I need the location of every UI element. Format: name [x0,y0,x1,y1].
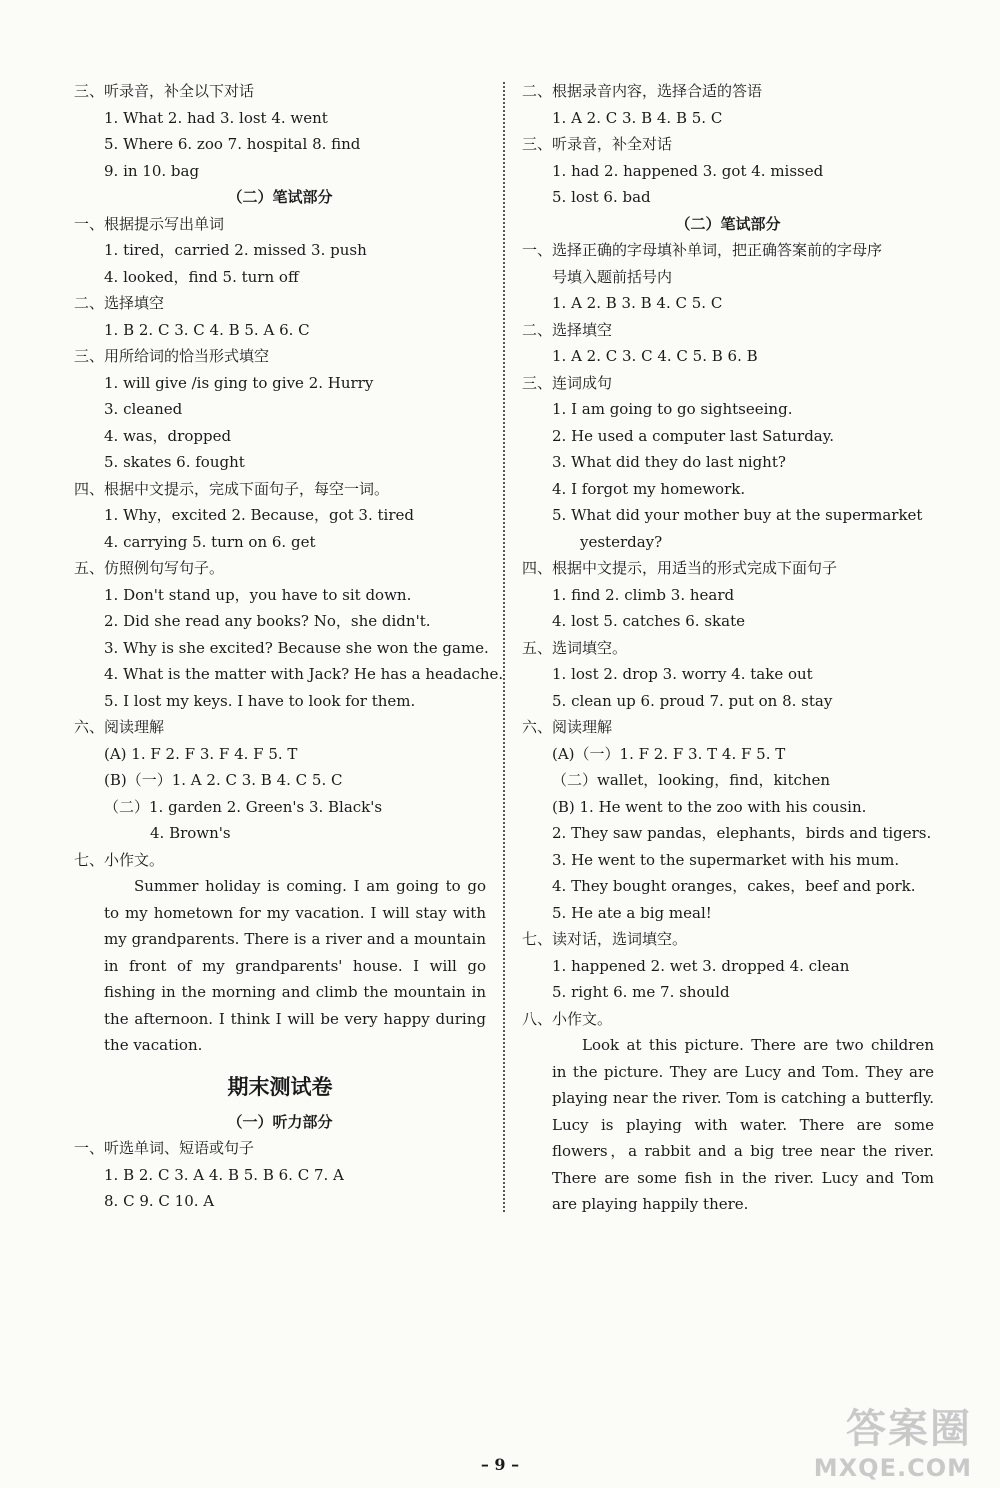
section-heading: 五、选词填空。 [522,638,628,657]
part-heading: （一）听力部分 [227,1112,333,1131]
answer-line: 1. B 2. C 3. C 4. B 5. A 6. C [104,320,310,339]
answer-line: （二）1. garden 2. Green's 3. Black's [104,797,383,816]
column-divider [503,82,505,1212]
answer-line: 5. I lost my keys. I have to look for them. [104,691,416,710]
answer-line: 3. Why is she excited? Because she won the game. [104,638,489,657]
answer-line: （二）wallet，looking，find，kitchen [552,771,831,789]
answer-line: yesterday? [580,532,663,551]
section-heading: 三、连词成句 [522,373,613,392]
left-essay: Summer holiday is coming. I am going to go to my hometown for my vacation. I will stay with my grandparents. There is a river and a mountain in front of my grandparents' house. I will go fishing in the morning and climb the mountain in the afternoon. I think I will be very happy during the vacation. [104,877,486,1054]
answer-line: 4. carrying 5. turn on 6. get [104,532,316,551]
watermark-url: MXQE.COM [813,1454,972,1482]
answer-line: 1. A 2. B 3. B 4. C 5. C [552,294,723,312]
answer-line: 4. lost 5. catches 6. skate [552,612,745,630]
section-heading: 一、选择正确的字母填补单词，把正确答案前的字母序 [522,241,883,259]
answer-line: (A) 1. F 2. F 3. F 4. F 5. T [104,744,298,763]
answer-line: 2. They saw pandas，elephants，birds and tigers. [552,824,932,842]
answer-line: 9. in 10. bag [104,161,200,180]
left-column [74,78,504,1215]
answer-line: 2. He used a computer last Saturday. [552,426,834,445]
answer-line: 1. Don't stand up，you have to sit down. [104,585,412,604]
answer-line: 5. clean up 6. proud 7. put on 8. stay [552,691,833,710]
answer-line: 1. happened 2. wet 3. dropped 4. clean [552,956,850,975]
answer-line: 1. B 2. C 3. A 4. B 5. B 6. C 7. A [104,1165,344,1184]
section-heading: 三、听录音，补全以下对话 [74,82,255,100]
section-heading: 六、阅读理解 [74,718,165,736]
section-heading: 六、阅读理解 [522,718,613,736]
answer-line: 8. C 9. C 10. A [104,1192,215,1210]
answer-line: 号填入题前括号内 [552,267,673,286]
part-heading: （二）笔试部分 [675,214,781,233]
watermark-text: 答案圈 [846,1406,972,1452]
answer-line: 4. was，dropped [104,426,232,445]
section-heading: 四、根据中文提示，用适当的形式完成下面句子 [522,559,838,577]
answer-line: 1. find 2. climb 3. heard [552,585,735,604]
answer-line: 1. tired，carried 2. missed 3. push [104,241,367,259]
answer-line: 1. had 2. happened 3. got 4. missed [552,161,824,180]
answer-line: 1. lost 2. drop 3. worry 4. take out [552,665,813,683]
answer-line: 5. lost 6. bad [552,188,651,206]
watermark-logo [814,1397,972,1482]
section-heading: 四、根据中文提示，完成下面句子，每空一词。 [74,479,390,498]
section-heading: 二、选择填空 [522,320,613,339]
answer-line: (B) 1. He went to the zoo with his cousin. [552,797,867,816]
answer-line: 4. They bought oranges，cakes，beef and pork. [552,877,916,895]
answer-line: 3. He went to the supermarket with his mum. [552,850,900,869]
answer-line: 1. A 2. C 3. C 4. C 5. B 6. B [552,347,758,365]
answer-line: 4. looked，find 5. turn off [104,267,299,286]
right-essay: Look at this picture. There are two children in the picture. They are Lucy and Tom. They are playing near the river. Tom is catching a butterfly. Lucy is playing with water. There are some flowers，a rabbit and a big tree near the river. There are some fish in the river. Lucy and Tom are playing happily there. [552,1036,934,1213]
answer-line: 1. What 2. had 3. lost 4. went [104,108,328,127]
answer-line: (A)（一）1. F 2. F 3. T 4. F 5. T [552,744,786,763]
section-heading: 二、选择填空 [74,294,165,312]
answer-line: 5. He ate a big meal! [552,903,712,922]
section-heading: 二、根据录音内容，选择合适的答语 [522,82,763,100]
section-heading: 一、根据提示写出单词 [74,214,225,233]
final-exam-lines [74,1109,486,1215]
final-exam-title: 期末测试卷 [227,1074,333,1099]
answer-line: (B)（一）1. A 2. C 3. B 4. C 5. C [104,771,343,789]
answer-line: 3. What did they do last night? [552,453,786,471]
answer-line: 5. Where 6. zoo 7. hospital 8. find [104,135,361,153]
section-heading: 七、读对话，选词填空。 [522,930,688,948]
answer-line: 5. right 6. me 7. should [552,983,730,1001]
answer-line: 4. What is the matter with Jack? He has a headache. [104,665,504,683]
part-heading: （二）笔试部分 [227,188,333,206]
answer-line: 2. Did she read any books? No，she didn't. [104,612,431,630]
answer-line: 5. What did your mother buy at the supermarket [552,506,923,524]
page-number: – 9 – [480,1455,520,1474]
answer-line: 4. Brown's [150,824,231,842]
left-answer-lines [74,78,504,873]
right-answer-lines [522,78,934,1032]
answer-line: 1. I am going to go sightseeing. [552,400,793,418]
section-heading: 三、听录音，补全对话 [522,135,673,153]
answer-line: 5. skates 6. fought [104,453,245,471]
answer-line: 1. will give /is ging to give 2. Hurry [104,373,374,392]
answer-line: 4. I forgot my homework. [552,479,746,498]
answer-line: 1. A 2. C 3. B 4. B 5. C [552,108,723,127]
answer-line: 1. Why，excited 2. Because，got 3. tired [104,506,414,524]
right-column [522,78,934,1218]
section-heading: 一、听选单词、短语或句子 [74,1139,255,1157]
answer-line: 3. cleaned [104,400,183,418]
section-heading: 五、仿照例句写句子。 [74,559,225,577]
section-heading: 三、用所给词的恰当形式填空 [74,347,270,365]
section-heading: 八、小作文。 [522,1009,613,1028]
section-heading: 七、小作文。 [74,850,165,869]
